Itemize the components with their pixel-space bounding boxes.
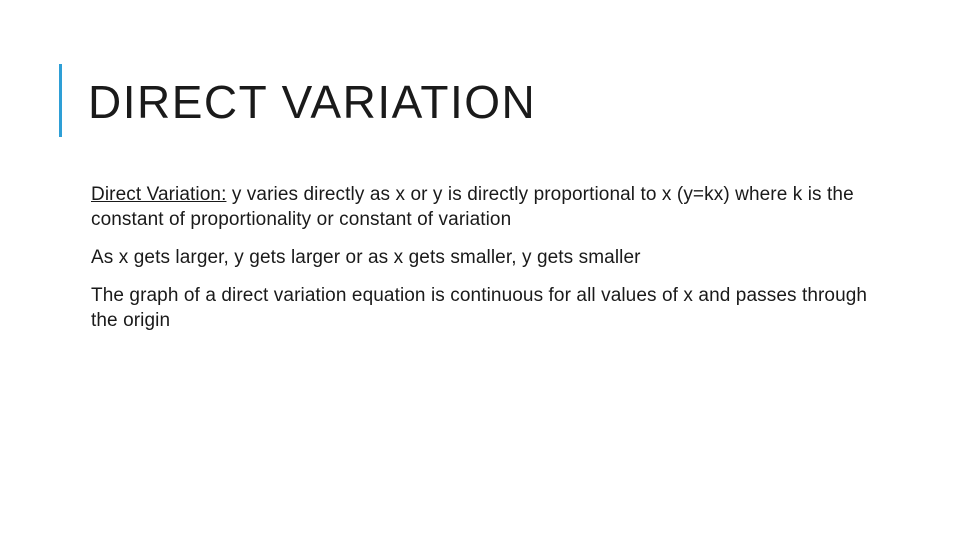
graph-paragraph: The graph of a direct variation equation is continuous for all values of x and passes through the origin — [91, 285, 868, 331]
definition-text: y varies directly as x or y is directly proportional to x (y=kx) where k is the constant of proportionality or constant of variation — [91, 184, 854, 230]
definition-paragraph — [91, 182, 871, 232]
title-accent-bar — [59, 64, 62, 137]
behavior-paragraph: As x gets larger, y gets larger or as x gets smaller, y gets smaller — [91, 247, 641, 268]
slide-title: DIRECT VARIATION — [88, 76, 537, 128]
slide-body — [91, 182, 871, 346]
definition-term: Direct Variation: — [91, 184, 227, 205]
